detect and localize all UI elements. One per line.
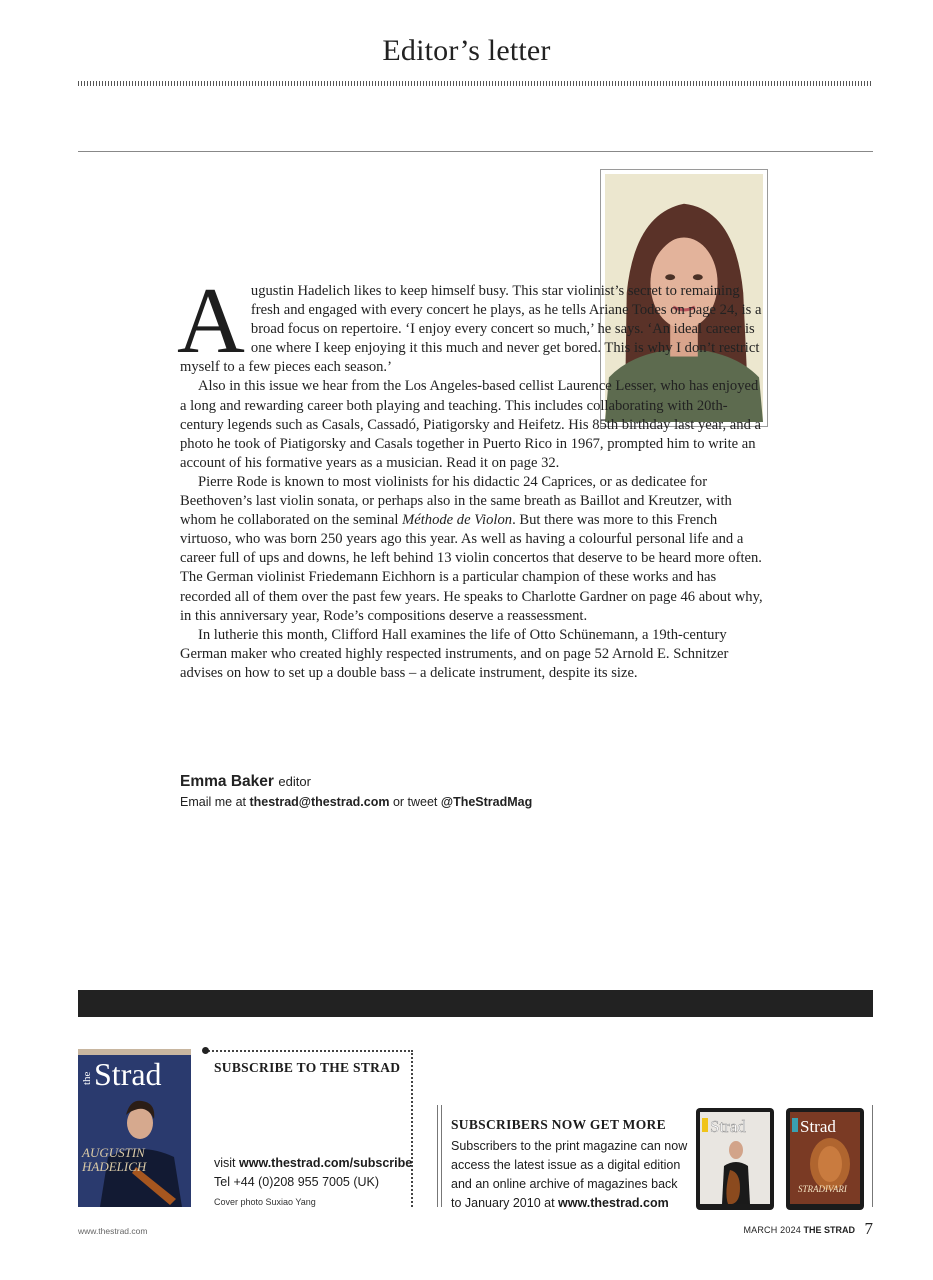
footer-issue [743,1225,855,1235]
subscribe-heading: SUBSCRIBE TO THE STRAD [214,1060,401,1075]
editor-name: Emma Baker [180,773,274,790]
subscribers-more-text [451,1137,701,1213]
letter-paragraph-3 [180,473,768,626]
more-line-2: access the latest issue as a digital edition [451,1158,681,1172]
more-line-1: Subscribers to the print magazine can now [451,1139,688,1153]
title-hatched-rule [78,81,873,86]
more-rule-right [872,1105,873,1207]
cover-masthead-the: the [81,1071,93,1085]
paragraph-3-text-a: Pierre Rode is known to most violinists for his didactic 24 Caprices, or as dedicatee for Beethoven’s last violin sonata, or perhaps also in the same breath as Baillot and Kreutzer, with whom he collaborated on the seminal [180,473,732,529]
tablet-2-headline: STRADIVARI [798,1184,847,1194]
more-line-4 [451,1194,701,1213]
page-number: 7 [864,1219,873,1238]
visit-prefix: visit [214,1156,239,1170]
footer-magazine: THE STRAD [803,1225,855,1235]
more-line-3: and an online archive of magazines back [451,1177,678,1191]
cover-image [78,1049,191,1207]
editor-role: editor [278,774,311,789]
book-title-italic: Méthode de Violon [402,512,513,529]
contact-line [180,795,532,809]
paragraph-1-text: ugustin Hadelich likes to keep himself busy. This star violinist’s secret to remaining fresh and engaged with every concert he plays, as he tells Ariane Todes on page 24, is a broad focus on repertoire. ‘I enjoy every concert so much,’ he says. ‘An ideal career is one where I keep enjoying it this much and never get bored. This is why I don’t restrict myself to a few pieces each season.’ [180,283,762,376]
tablet-2-screen [790,1112,860,1204]
tablet-digital-edition-1 [696,1108,774,1210]
paragraph-3-text-b: . But there was more to this French virtuoso, who was born 250 years ago this year. As well as having a colourful personal life and a career full of ups and downs, he left behind 13 violin concertos that deserve to be heard more often. The German violinist Friedemann Eichhorn is a particular champion of these works and has recorded all of them over the past few years. He speaks to Charlotte Gardner on page 46 about why, in this anniversary year, Rode’s compositions deserve a reassessment. [180,512,763,624]
more-rule-left [437,1105,438,1207]
subscribe-url-link[interactable]: www.thestrad.com/subscribe [239,1156,413,1170]
tablet-digital-edition-2 [786,1108,864,1210]
letter-body [177,269,768,683]
subscribers-more-heading: SUBSCRIBERS NOW GET MORE [451,1117,666,1132]
signature [180,773,680,791]
top-divider [78,151,873,152]
footer-url[interactable]: www.thestrad.com [78,1226,148,1236]
subscribe-tel: Tel +44 (0)208 955 7005 (UK) [214,1175,380,1189]
email-link[interactable]: thestrad@thestrad.com [249,795,390,809]
section-black-bar [78,990,873,1017]
archive-url-link[interactable]: www.thestrad.com [558,1196,669,1210]
cover-masthead: Strad [94,1056,162,1092]
drop-cap: A [177,269,245,373]
footer-date: MARCH 2024 [743,1225,801,1235]
cover-headline-1: AUGUSTIN [82,1145,145,1160]
more-last-prefix: to January 2010 at [451,1196,559,1210]
cover-photo-credit: Cover photo Suxiao Yang [214,1197,316,1207]
letter-paragraph-1 [177,269,768,377]
more-rule-left-2 [441,1105,442,1207]
letter-paragraph-4: In lutherie this month, Clifford Hall examines the life of Otto Schünemann, a 19th-century German maker who created highly respected instruments, and on page 52 Arnold E. Schnitzer advises on how to set up a double bass – a delicate instrument, despite its size. [180,626,729,681]
twitter-link[interactable]: @TheStradMag [440,795,533,809]
subscribe-box-dot [202,1047,209,1054]
cover-headline-2: HADELICH [82,1159,147,1174]
tablet-1-screen [700,1112,770,1204]
subscribe-visit [214,1156,412,1170]
contact-middle: or tweet [389,795,441,809]
tablet-2-masthead: Strad [800,1117,836,1136]
contact-prefix: Email me at [180,795,250,809]
page-title: Editor’s letter [382,34,551,67]
tablet-1-masthead: Strad [710,1117,746,1136]
letter-paragraph-2: Also in this issue we hear from the Los Angeles-based cellist Laurence Lesser, who has enjoyed a long and rewarding career both playing and teaching. This includes collaborating with 20th-century legends such as Casals, Cassadó, Piatigorsky and Heifetz. His 85th birthday last year, and a photo he took of Piatigorsky and Casals together in Puerto Rico in 1967, prompted him to write an account of his formative years as a musician. Read it on page 32. [180,378,761,471]
magazine-cover [78,1049,191,1207]
